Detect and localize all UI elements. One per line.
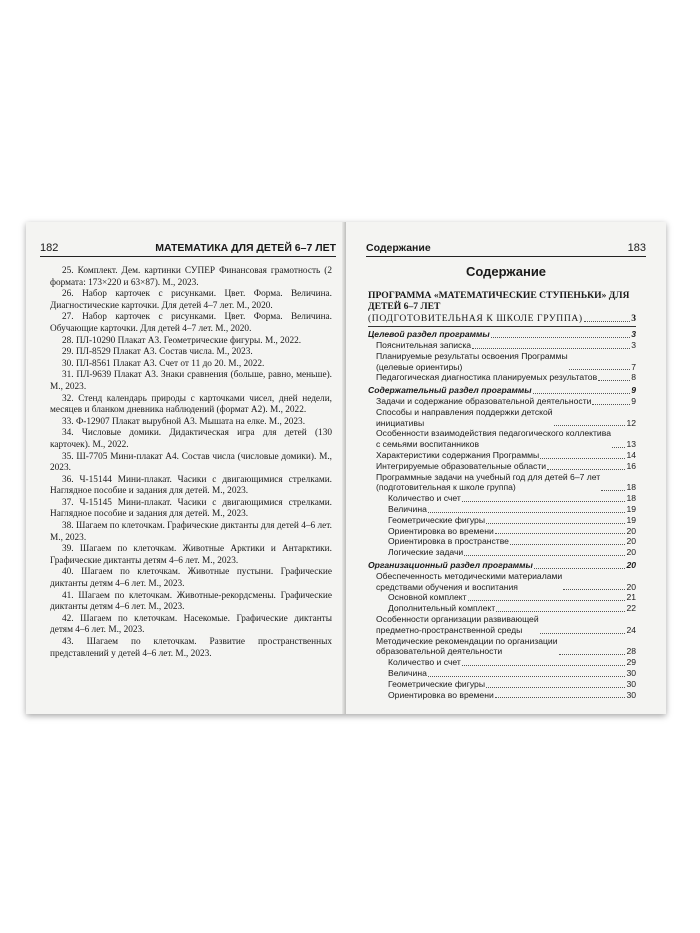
toc-entry-title: Величина: [388, 667, 427, 678]
leader-dots: [486, 523, 625, 524]
toc-entry-title: Ориентировка во времени: [388, 689, 494, 700]
toc-entry-page: 13: [626, 439, 636, 450]
toc-entry-title: Обеспеченность методическими материалами средствами обучения и воспитания: [376, 570, 563, 592]
program-page: 3: [631, 312, 636, 324]
toc-entry-title: Основной комплект: [388, 592, 467, 603]
reference-item: 39. Шагаем по клеточкам. Животные Арктики и Антарктики. Графические диктанты детям 4–6 лет. М., 2023.: [50, 544, 332, 566]
toc-entry-title: Ориентировка во времени: [388, 525, 494, 536]
toc-entry-page: 16: [626, 460, 636, 471]
toc-entry-page: 19: [626, 503, 636, 514]
toc-entry-title: Ориентировка в пространстве: [388, 536, 509, 547]
leader-dots: [592, 404, 630, 405]
toc-entry: [368, 547, 636, 558]
leader-dots: [601, 490, 625, 491]
reference-item: 33. Ф-12907 Плакат вырубной А3. Мышата на елке. М., 2023.: [62, 416, 306, 427]
leader-dots: [462, 501, 626, 502]
toc-entry-page: 24: [626, 624, 636, 635]
leader-dots: [464, 555, 625, 556]
toc-entry: [368, 657, 636, 668]
leader-dots: [533, 393, 631, 394]
toc-entry-title: Пояснительная записка: [376, 340, 472, 351]
leader-dots: [534, 568, 626, 569]
reference-item: 35. Ш-7705 Мини-плакат А4. Состав числа (числовые домики). М., 2023.: [50, 451, 332, 474]
reference-item: 30. ПЛ-8561 Плакат А3. Счет от 11 до 20. М., 2022.: [62, 358, 265, 369]
leader-dots: [547, 469, 625, 470]
toc-entry: [368, 560, 636, 571]
reference-list: [50, 266, 332, 660]
toc-entry-title: Целевой раздел программы: [368, 329, 490, 340]
toc-entry-title: Характеристики содержания Программы: [376, 449, 540, 460]
left-page: [26, 222, 346, 714]
toc-entry-page: 29: [626, 657, 636, 668]
reference-item: 37. Ч-15145 Мини-плакат. Часики с двигающимися стрелками. Наглядное пособие и задания для детей. М., 2023.: [50, 497, 332, 520]
toc-entry: [368, 526, 636, 537]
toc-entry: [368, 396, 636, 407]
leader-dots: [598, 380, 630, 381]
toc-entry-title: Особенности организации развивающей предметно-пространственной среды: [376, 613, 539, 635]
toc-entry: [368, 515, 636, 526]
toc-entry-page: 9: [631, 385, 636, 396]
leader-dots: [569, 369, 631, 370]
toc-entry-title: Логические задачи: [388, 547, 464, 558]
toc-entry: [368, 614, 636, 636]
toc-entry-page: 30: [626, 678, 636, 689]
leader-dots: [495, 697, 626, 698]
toc-entry: [368, 461, 636, 472]
toc-entry: [368, 385, 636, 396]
toc-entry-title: Педагогическая диагностика планируемых результатов: [376, 372, 598, 383]
leader-dots: [559, 654, 626, 655]
toc-entry-page: 20: [626, 525, 636, 536]
reference-item: 32. Стенд календарь природы с карточками чисел, дней недели, месяцев и бланком дневника наблюдений (формат А2). М., 2022.: [50, 393, 332, 416]
leader-dots: [584, 321, 631, 322]
running-header-right: [366, 242, 646, 257]
program-title: ПРОГРАММА «МАТЕМАТИЧЕСКИЕ СТУПЕНЬКИ» ДЛЯ ДЕТЕЙ 6–7 ЛЕТ: [368, 290, 630, 313]
leader-dots: [486, 687, 625, 688]
toc-entry-title: Количество и счет: [388, 657, 461, 668]
reference-item: 41. Шагаем по клеточкам. Животные-рекордсмены. Графические диктанты детям 4–6 лет. М., 2023.: [50, 590, 332, 613]
toc-entry: [368, 472, 636, 494]
leader-dots: [496, 611, 625, 612]
table-of-contents: [368, 290, 636, 700]
leader-dots: [428, 676, 626, 677]
toc-entry-title: Задачи и содержание образовательной деятельности: [376, 396, 592, 406]
toc-entry-page: 22: [626, 603, 636, 614]
toc-entry: [368, 340, 636, 351]
toc-entry: [368, 571, 636, 593]
page-number-left: 182: [40, 242, 59, 254]
toc-entry-title: Методические рекомендации по организации образовательной деятельности: [376, 635, 558, 657]
toc-entry-page: 20: [626, 581, 636, 592]
toc-entry-title: Содержательный раздел программы: [368, 385, 532, 396]
toc-entry-title: Количество и счет: [388, 493, 461, 504]
leader-dots: [540, 458, 625, 459]
reference-item: 28. ПЛ-10290 Плакат А3. Геометрические фигуры. М., 2022.: [62, 335, 302, 346]
toc-entry: [368, 493, 636, 504]
toc-entry-page: 18: [626, 482, 636, 493]
toc-entry-page: 12: [626, 417, 636, 428]
toc-entry-page: 30: [626, 689, 636, 700]
reference-item: 25. Комплект. Дем. картинки СУПЕР Финансовая грамотность (2 формата: 173×220 и 63×87). М., 2023.: [50, 266, 332, 288]
toc-entry-page: 18: [626, 493, 636, 504]
toc-entry-page: 9: [631, 396, 636, 406]
reference-item: 31. ПЛ-9639 Плакат А3. Знаки сравнения (больше, равно, меньше). М., 2023.: [50, 370, 332, 392]
reference-item: 34. Числовые домики. Дидактическая игра для детей (130 карточек). М., 2022.: [50, 428, 332, 450]
reference-item: 36. Ч-15144 Мини-плакат. Часики с двигающимися стрелками. Наглядное пособие и задания для детей. М., 2023.: [50, 474, 332, 497]
toc-entry-page: 3: [631, 329, 636, 340]
toc-entry-page: 3: [631, 340, 636, 351]
leader-dots: [472, 348, 630, 349]
right-page: [346, 222, 666, 714]
toc-entry-title: Планируемые результаты освоения Программы (целевые ориентиры): [376, 350, 568, 372]
toc-entry-page: 21: [626, 592, 636, 603]
toc-entry-title: Интегрируемые образовательные области: [376, 460, 547, 471]
toc-entry-page: 30: [626, 667, 636, 678]
running-title-left: МАТЕМАТИКА ДЛЯ ДЕТЕЙ 6–7 ЛЕТ: [155, 242, 336, 254]
toc-entry: [368, 428, 636, 450]
leader-dots: [540, 633, 626, 634]
toc-entry-title: Величина: [388, 503, 427, 514]
toc-entry-title: Геометрические фигуры: [388, 678, 485, 689]
open-book: [26, 222, 666, 714]
toc-entry-title: Программные задачи на учебный год для детей 6–7 лет (подготовительная к школе группа): [376, 471, 601, 493]
reference-item: 42. Шагаем по клеточкам. Насекомые. Графические диктанты детям 4–6 лет. М., 2023.: [50, 613, 332, 636]
toc-entry-page: 20: [626, 536, 636, 547]
toc-entry-page: 28: [626, 646, 636, 657]
toc-entry-title: Организационный раздел программы: [368, 559, 533, 570]
toc-entry: [368, 679, 636, 690]
leader-dots: [554, 425, 626, 426]
leader-dots: [612, 447, 625, 448]
toc-entry: [368, 690, 636, 701]
toc-entry: [368, 668, 636, 679]
toc-entry: [368, 603, 636, 614]
toc-entry: [368, 351, 636, 373]
toc-entry: [368, 450, 636, 461]
toc-entry: [368, 504, 636, 515]
reference-item: 40. Шагаем по клеточкам. Животные пустыни. Графические диктанты детям 4–6 лет. М., 2023.: [50, 567, 332, 590]
toc-entry-page: 14: [626, 449, 636, 460]
toc-entry: [368, 329, 636, 340]
toc-entry: [368, 592, 636, 603]
toc-entry-page: 20: [626, 559, 636, 570]
toc-entry: [368, 536, 636, 547]
toc-entry: [368, 407, 636, 429]
leader-dots: [510, 544, 625, 545]
toc-entry-page: 8: [631, 372, 636, 383]
leader-dots: [468, 600, 626, 601]
divider: [368, 326, 636, 327]
program-subtitle: (ПОДГОТОВИТЕЛЬНАЯ К ШКОЛЕ ГРУППА): [368, 312, 583, 324]
toc-entry-title: Геометрические фигуры: [388, 514, 485, 525]
page-number-right: 183: [627, 242, 646, 254]
leader-dots: [563, 589, 625, 590]
toc-entry-title: Особенности взаимодействия педагогического коллектива с семьями воспитанников: [376, 428, 611, 450]
leader-dots: [428, 512, 626, 513]
reference-item: 29. ПЛ-8529 Плакат А3. Состав числа. М., 2023.: [62, 347, 253, 358]
toc-entry-title: Дополнительный комплект: [388, 603, 496, 614]
toc-entries: [368, 329, 636, 700]
leader-dots: [495, 533, 626, 534]
toc-entry-title: Способы и направления поддержки детской инициативы: [376, 406, 553, 428]
reference-item: 38. Шагаем по клеточкам. Графические диктанты для детей 4–6 лет. М., 2023.: [50, 521, 332, 543]
toc-entry: [368, 636, 636, 658]
reference-item: 26. Набор карточек с рисунками. Цвет. Форма. Величина. Диагностические карточки. Для детей 4–7 лет. М., 2020.: [50, 289, 332, 311]
leader-dots: [491, 337, 631, 338]
reference-item: 43. Шагаем по клеточкам. Развитие пространственных представлений у детей 4–6 лет. М., 2023.: [50, 637, 332, 659]
running-title-right: Содержание: [366, 242, 431, 254]
toc-title: Содержание: [465, 264, 547, 279]
reference-item: 27. Набор карточек с рисунками. Цвет. Форма. Величина. Обучающие карточки. Для детей 4–7 лет. М., 2020.: [50, 312, 332, 334]
running-header-left: [40, 242, 336, 257]
leader-dots: [462, 665, 626, 666]
toc-entry-page: 20: [626, 547, 636, 558]
program-subtitle-row: [368, 313, 636, 324]
toc-entry-page: 7: [631, 361, 636, 372]
toc-entry: [368, 372, 636, 383]
toc-entry-page: 19: [626, 514, 636, 525]
